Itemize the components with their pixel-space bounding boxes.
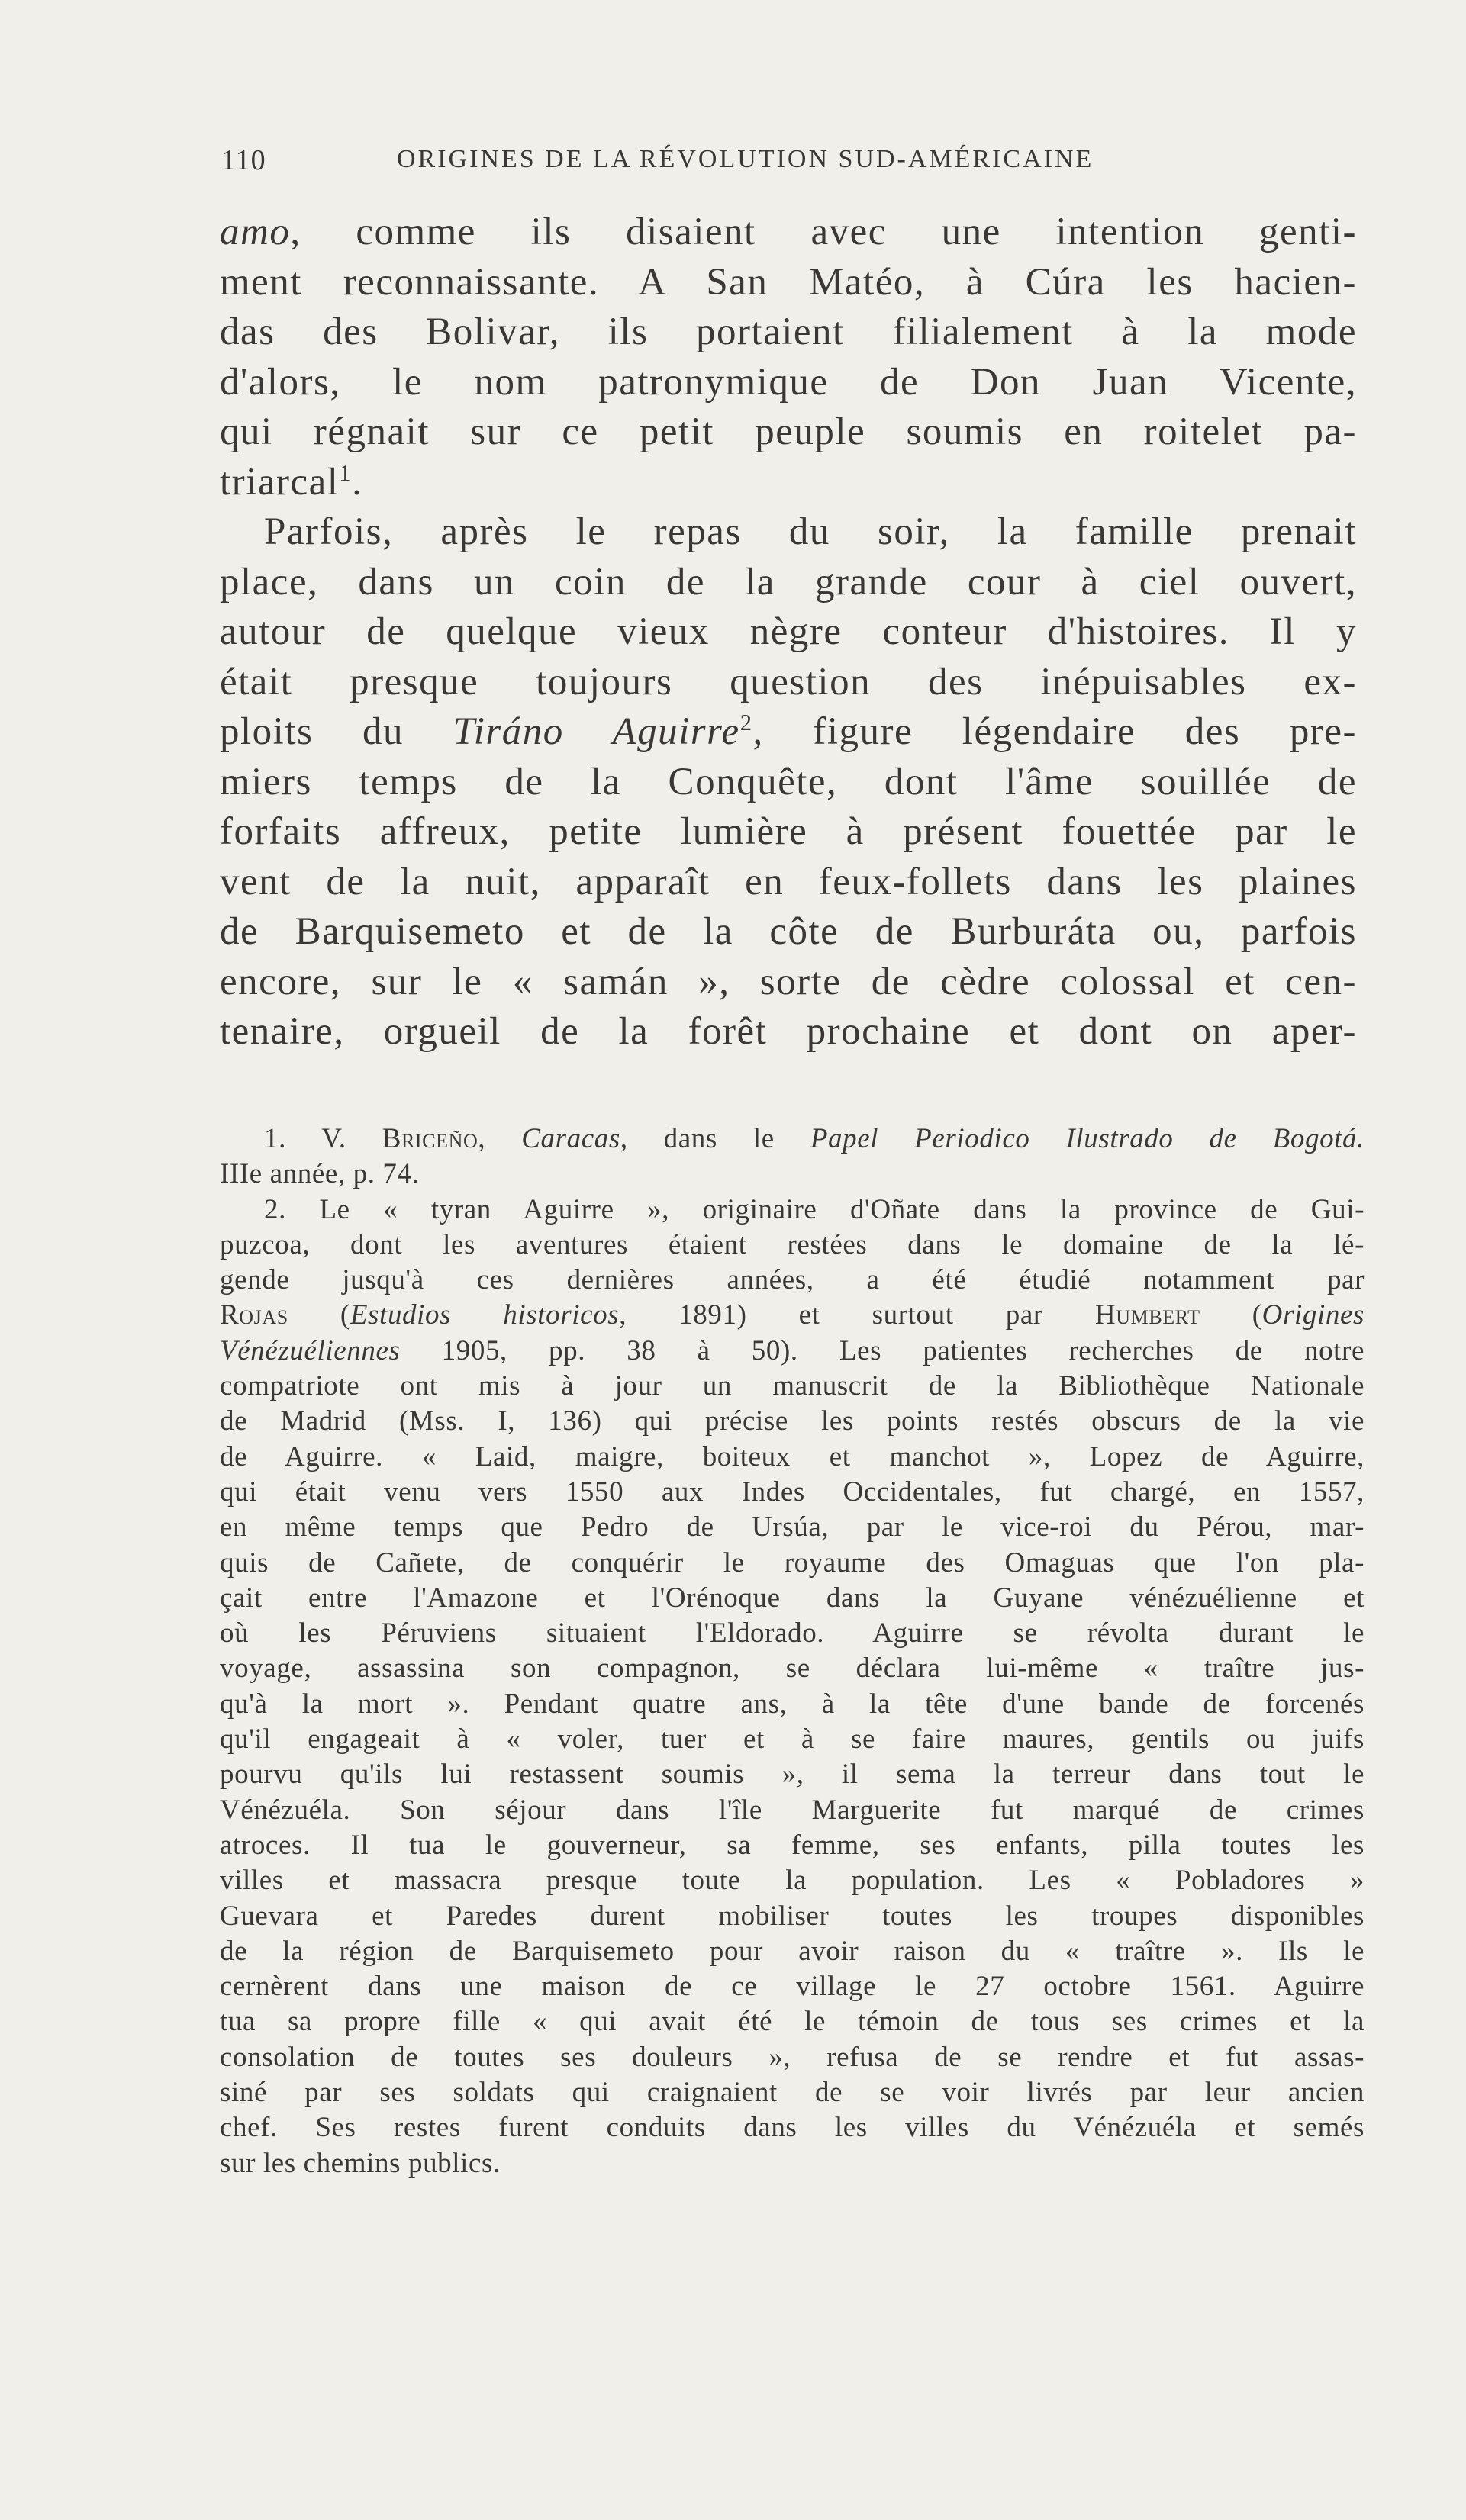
- body-line: Parfois, après le repas du soir, la famille prenait: [264, 510, 1357, 553]
- body-line: vent de la nuit, apparaît en feux-follets dans les plaines: [220, 860, 1357, 903]
- body-line: das des Bolivar, ils portaient filialement à la mode: [220, 311, 1357, 353]
- page-number: 110: [221, 144, 266, 176]
- footnote-line: IIIe année, p. 74.: [220, 1158, 420, 1190]
- page-header: [221, 143, 1236, 182]
- footnote-line: Guevara et Paredes durent mobiliser toutes les troupes disponibles: [220, 1900, 1365, 1932]
- author-name: Humbert: [1094, 1299, 1200, 1331]
- main-text: [220, 208, 1357, 1057]
- footnote-line: sur les chemins publics.: [220, 2147, 501, 2179]
- running-title: ORIGINES DE LA RÉVOLUTION SUD-AMÉRICAINE: [397, 145, 1094, 173]
- footnote-line: qu'il engageait à « voler, tuer et à se faire maures, gentils ou juifs: [220, 1723, 1365, 1756]
- footnote-line: qui était venu vers 1550 aux Indes Occidentales, fut chargé, en 1557,: [220, 1476, 1365, 1508]
- footnote-line: de Madrid (Mss. I, 136) qui précise les points restés obscurs de la vie: [220, 1405, 1365, 1437]
- footnotes: [220, 1122, 1365, 2181]
- body-line: triarcal$^1$.: [220, 459, 363, 504]
- body-line: autour de quelque vieux nègre conteur d'histoires. Il y: [220, 610, 1357, 653]
- footnote-line: Vénézuéla. Son séjour dans l'île Marguerite fut marqué de crimes: [220, 1794, 1365, 1826]
- author-name: Briceño: [382, 1123, 478, 1154]
- footnote-line: gende jusqu'à ces dernières années, a été étudié notamment par: [220, 1264, 1365, 1296]
- footnote-2: 2. Le « tyran Aguirre », originaire d'Oñate dans la province de Gui-: [264, 1193, 1365, 1225]
- footnote-line: compatriote ont mis à jour un manuscrit de la Bibliothèque Nationale: [220, 1370, 1365, 1402]
- body-line: encore, sur le « samán », sorte de cèdre colossal et cen-: [220, 960, 1357, 1003]
- body-line: amo, comme ils disaient avec une intention genti-: [220, 211, 1357, 253]
- footnote-line: où les Péruviens situaient l'Eldorado. Aguirre se révolta durant le: [220, 1617, 1365, 1649]
- footnote-line: en même temps que Pedro de Ursúa, par le vice-roi du Pérou, mar-: [220, 1511, 1365, 1543]
- footnote-line: chef. Ses restes furent conduits dans les villes du Vénézuéla et semés: [220, 2112, 1365, 2144]
- italic-name: Tiráno Aguirre: [453, 710, 740, 753]
- footnote-line: qu'à la mort ». Pendant quatre ans, à la tête d'une bande de forcenés: [220, 1688, 1365, 1720]
- footnote-line: tua sa propre fille « qui avait été le témoin de tous ses crimes et la: [220, 2006, 1365, 2038]
- footnote-line: de la région de Barquisemeto pour avoir raison du « traître ». Ils le: [220, 1935, 1365, 1967]
- author-name: Rojas: [220, 1299, 288, 1331]
- footnote-line: cernèrent dans une maison de ce village le 27 octobre 1561. Aguirre: [220, 1971, 1365, 2003]
- footnote-line: voyage, assassina son compagnon, se déclara lui-même « traître jus-: [220, 1653, 1365, 1685]
- body-line: qui régnait sur ce petit peuple soumis en roitelet pa-: [220, 410, 1357, 453]
- body-line: tenaire, orgueil de la forêt prochaine et dont on aper-: [220, 1010, 1357, 1053]
- body-line: ploits du Tiráno Aguirre$^2$, figure légendaire des pre-: [220, 710, 1358, 753]
- footnote-line: çait entre l'Amazone et l'Orénoque dans la Guyane vénézuélienne et: [220, 1582, 1365, 1614]
- footnote-line: puzcoa, dont les aventures étaient restées dans le domaine de la lé-: [220, 1228, 1365, 1260]
- body-line: place, dans un coin de la grande cour à ciel ouvert,: [220, 560, 1357, 603]
- footnote-line: siné par ses soldats qui craignaient de se voir livrés par leur ancien: [220, 2077, 1365, 2109]
- body-line: d'alors, le nom patronymique de Don Juan Vicente,: [220, 360, 1357, 404]
- footnote-line: pourvu qu'ils lui restassent soumis », il sema la terreur dans tout le: [220, 1759, 1365, 1791]
- body-line: ment reconnaissante. A San Matéo, à Cúra les hacien-: [220, 260, 1357, 304]
- footnote-line: quis de Cañete, de conquérir le royaume des Omaguas que l'on pla-: [220, 1546, 1365, 1579]
- body-line: était presque toujours question des inépuisables ex-: [220, 660, 1357, 703]
- body-line: de Barquisemeto et de la côte de Burburáta ou, parfois: [220, 910, 1357, 953]
- italic-word: amo: [220, 211, 291, 253]
- footnote-line: villes et massacra presque toute la population. Les « Pobladores »: [220, 1865, 1365, 1897]
- footnote-ref[interactable]: 2: [739, 710, 753, 735]
- footnote-ref[interactable]: 1: [339, 459, 353, 486]
- body-line: forfaits affreux, petite lumière à présent fouettée par le: [220, 810, 1357, 853]
- footnote-line: consolation de toutes ses douleurs », refusa de se rendre et fut assas-: [220, 2041, 1365, 2073]
- footnote-1: 1. V. Briceño, Caracas, dans le Papel Periodico Ilustrado de Bogotá.: [264, 1123, 1365, 1154]
- footnote-line: atroces. Il tua le gouverneur, sa femme, ses enfants, pilla toutes les: [220, 1829, 1365, 1861]
- body-line: miers temps de la Conquête, dont l'âme souillée de: [220, 760, 1357, 803]
- footnote-line: Vénézuéliennes 1905, pp. 38 à 50). Les patientes recherches de notre: [220, 1334, 1365, 1366]
- footnote-line: de Aguirre. « Laid, maigre, boiteux et manchot », Lopez de Aguirre,: [220, 1440, 1365, 1472]
- footnote-line: Rojas (Estudios historicos, 1891) et surtout par Humbert (Origines: [220, 1299, 1365, 1331]
